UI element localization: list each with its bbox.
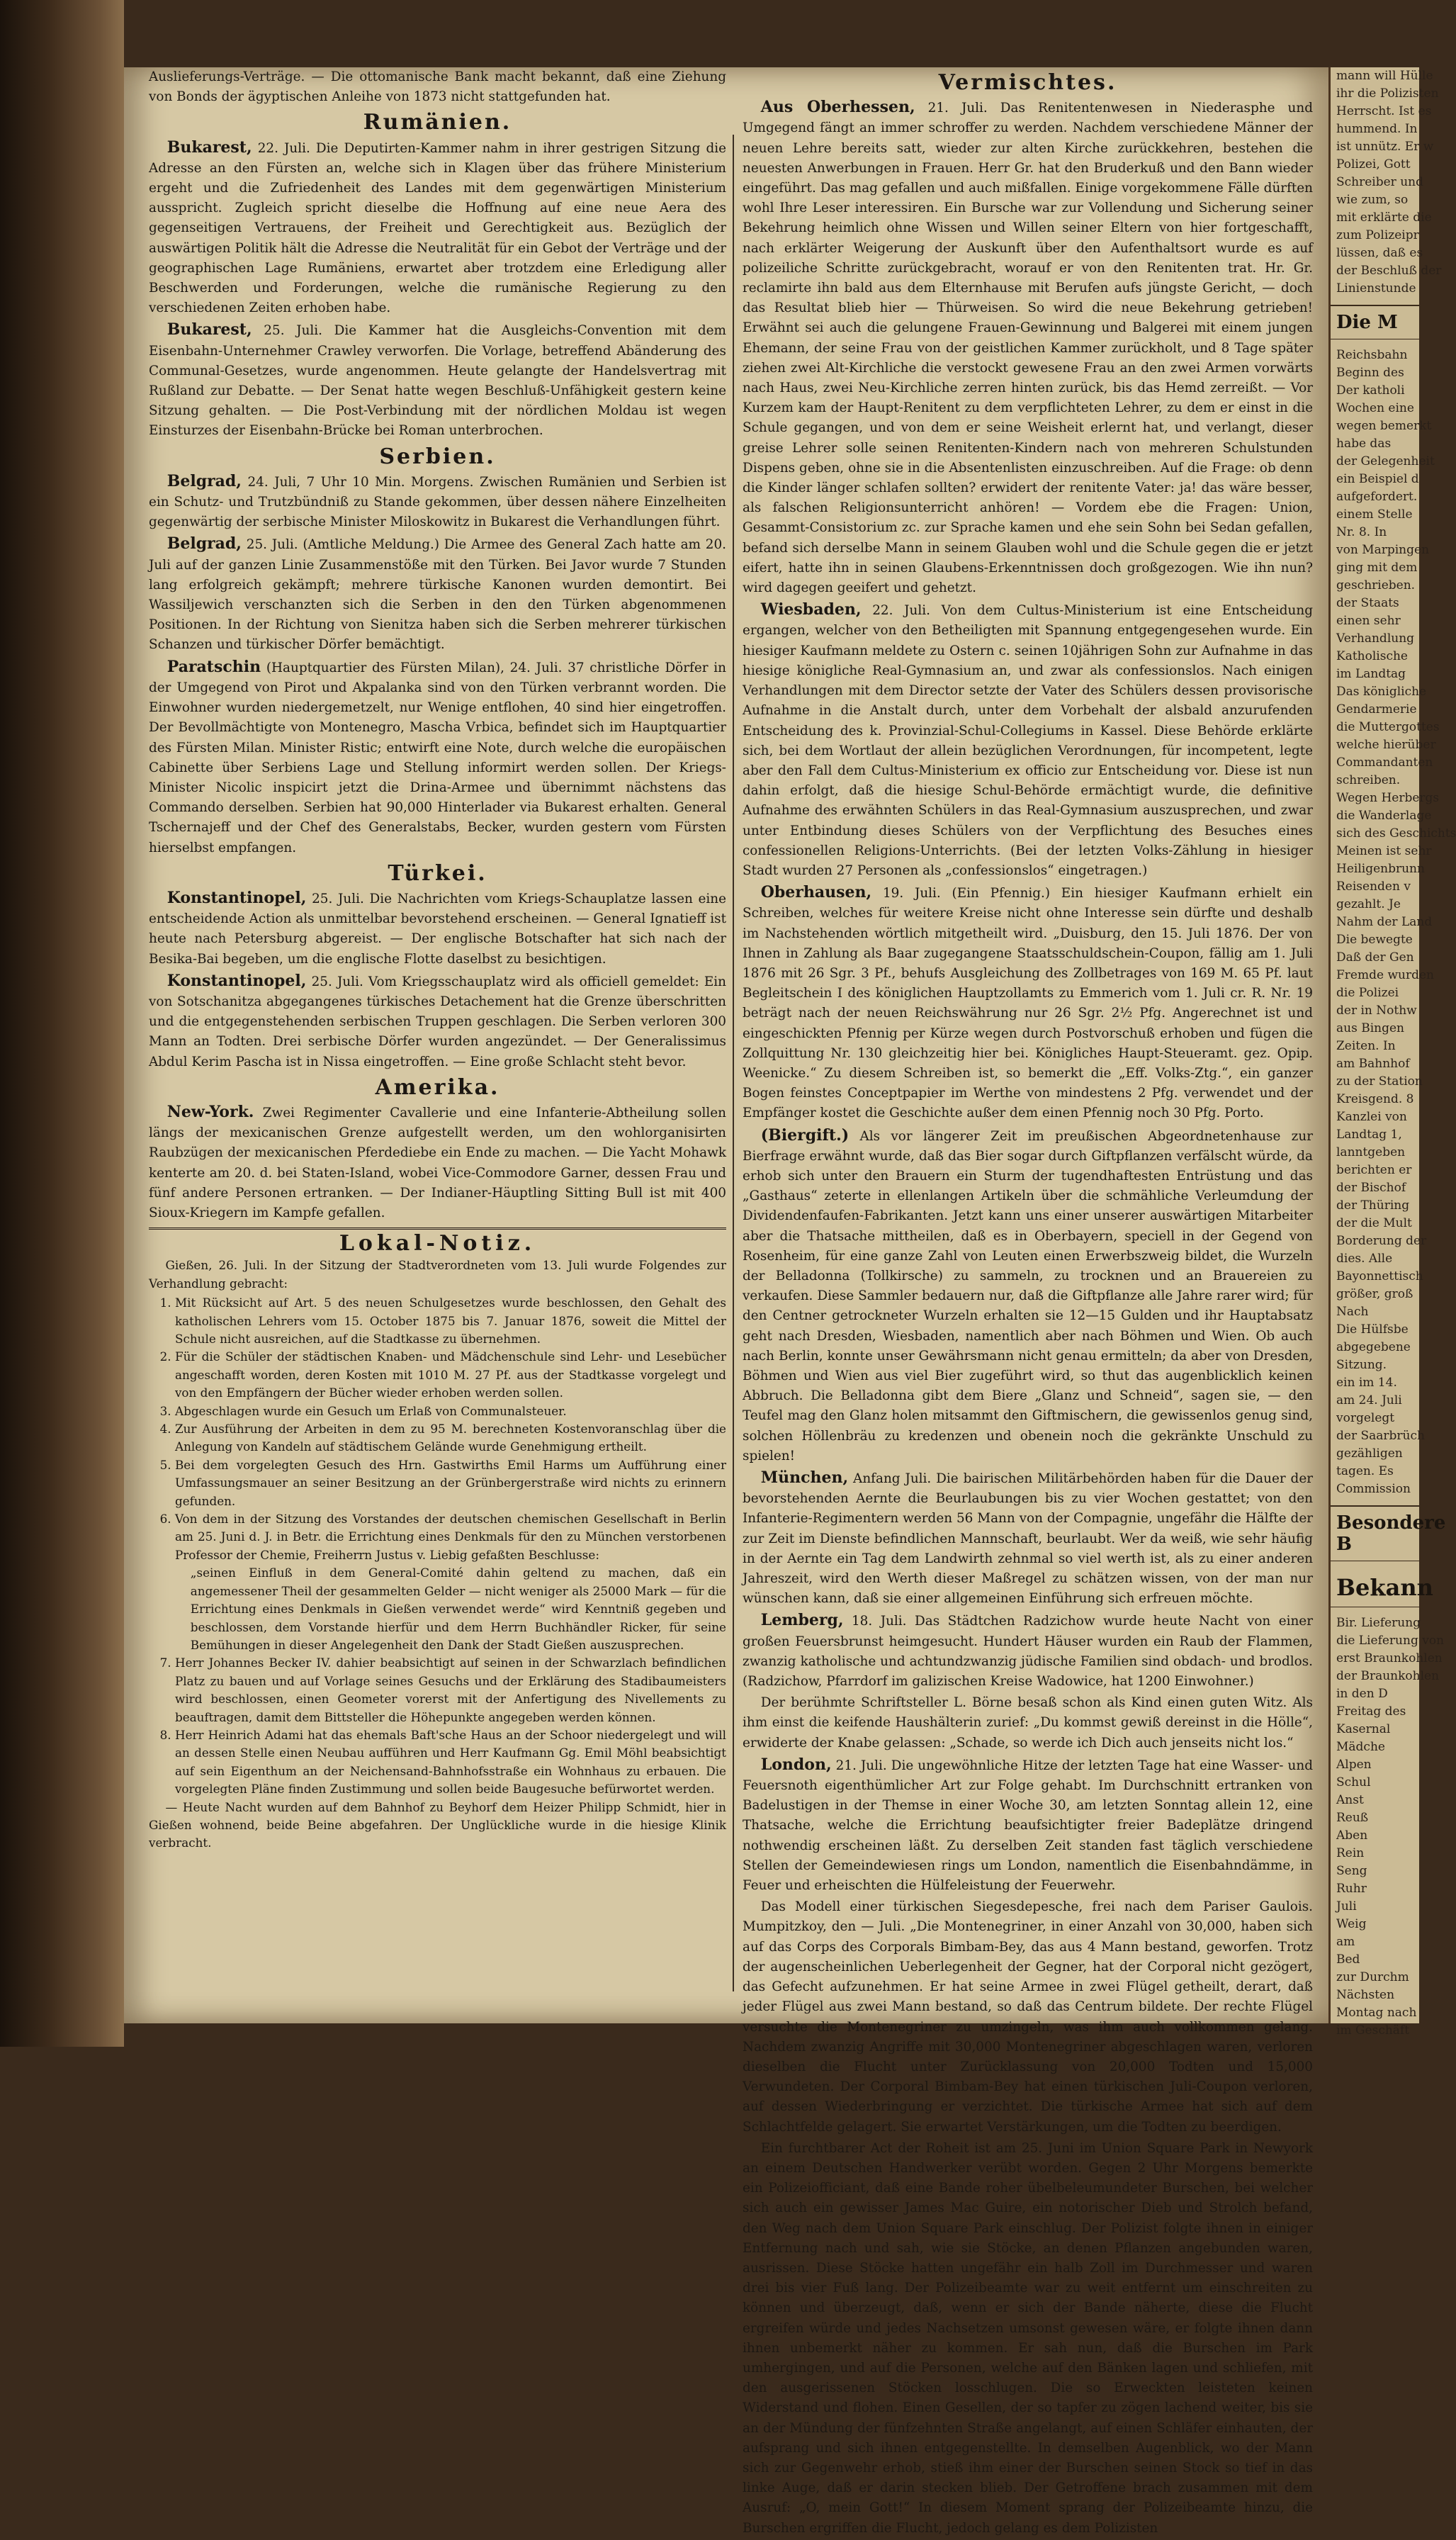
list-item: 3. Abgeschlagen wurde ein Gesuch um Erlaß von Communalsteuer. (175, 1403, 726, 1420)
dateline: Bukarest, (167, 137, 252, 157)
facing-page-line: der Staats (1336, 596, 1399, 610)
news-item (743, 1610, 1313, 1692)
section-title-amerika: Amerika. (375, 1074, 500, 1100)
facing-page-line: Herrscht. Ist es (1336, 104, 1432, 118)
facing-page-line: Seng (1336, 1864, 1367, 1878)
facing-page-line: Die Hülfsbe (1336, 1322, 1409, 1337)
facing-page-line: Heiligenbrunn (1336, 862, 1425, 876)
facing-page-heading: Besondere B (1331, 1505, 1419, 1561)
list-item: 6. Von dem in der Sitzung des Vorstandes der deutschen chemischen Gesellschaft in Berlin am 25. Juni d. J. in Betr. die Errichtung eines Denkmals für den zu München verstorbenen Professor der Chemie, Freiherrn Justus v. Liebig gefaßten Beschlusse: (175, 1510, 726, 1564)
facing-page-line: Zeiten. In (1336, 1039, 1396, 1053)
vermischtes-items (743, 97, 1313, 2539)
facing-page-line: Alpen (1336, 1758, 1372, 1772)
news-text: Ein furchtbarer Act der Roheit ist am 25. Juni im Union Square Park in Newyork an einem Deutschen Handwerker verübt worden. Gegen 2 Uhr Morgens bemerkte ein Polizeiofficiant, daß eine Bande roher übelbeleumundeter Burschen, bei welcher sich auch ein gewisser James Mac Guire, ein notorischer Dieb und Strolch befand, den Weg nach dem Union Square Park einschlug. Der Polizist folgte ihnen in einiger Entfernung nach und sah, wie sie Stöcke, an denen Pflanzen angebunden waren, ausrissen. Diese Stöcke hatten ungefähr ein halb Zoll im Durchmesser und waren drei bis vier Fuß lang. Der Polizeibeamte war zu weit entfernt um einschreiten zu können und überzeugt, daß, wenn er sich der Bande näherte, diese die Flucht ergreifen würde und jedes Nachsetzen umsonst gewesen wäre, er folgte ihnen dann ihnen unbemerkt näher zu kommen. Er sah nun, daß die Burschen im Park umhergingen, und auf die Personen, welche auf den Bänken lagen und schliefen, mit den ausgerissenen Stöcken losschlugen. Die so Erweckten leisteten keinen Widerstand und flohen. Einen Gesellen, der so tapfer zu zögen lachend weiter, bis sie an der Mündung der fünfzehnten Straße angelangt, auf einen Schläfer einhauten, der aufsprang und sich ihnen entgegenstellte. In demselben Augenblick, wo der Mann sich zur Gegenwehr erhob, stieß ihm einer der Burschen seinen Stock so tief in das linke Auge, daß er darin stecken blieb. Der Getroffene brach zusammen mit dem Ausruf: „O, mein Gott!“ In diesem Moment sprang der Polizeibeamte hinzu, die Burschen ergriffen die Flucht, jedoch gelang es dem Polizisten (743, 2140, 1313, 2536)
book-spine (0, 0, 124, 2047)
facing-page-line: Commission (1336, 1482, 1411, 1496)
facing-page-line: im Landtag (1336, 667, 1406, 681)
facing-page-line: der Bischof (1336, 1181, 1406, 1195)
facing-page-line: abgegebene (1336, 1340, 1411, 1354)
news-text: 22. Juli. Von dem Cultus-Ministerium ist eine Entscheidung ergangen, welcher von den Betheiligten mit Spannung entgegengesehen wurde. Ein hiesiger Kaufmann meldete zu Ostern c. seinen 10jährigen Sohn zur Aufnahme in das hiesige königliche Real-Gymnasium an, und zwar als confessionslos. Nach einigen Verhandlungen mit dem Director setzte der Vater des Schülers dessen provisorische Aufnahme in die Anstalt durch, unter dem Vorbehalt der alsbald anzurufenden Entscheidung des k. Provinzial-Schul-Collegiums in Kassel. Diese Behörde erklärte sich, bei dem Wortlaut der allein bezüglichen Verordnungen, für incompetent, legte aber den Fall dem Cultus-Ministerium ex officio zur Entscheidung vor. Diese ist nun dahin erfolgt, daß die hiesige Schul-Behörde ermächtigt wurde, die definitive Aufnahme des erwähnten Schülers in das Real-Gymnasium auszusprechen, und zwar unter Entbindung dieses Schülers von der Verpflichtung des Besuches eines confessionellen Religions-Unterrichts. (Bei der letzten Volks-Zählung in hiesiger Stadt wurden 27 Personen als „confessionslos“ eingetragen.) (743, 603, 1313, 878)
facing-page-line: Katholische (1336, 649, 1408, 663)
news-item (743, 600, 1313, 881)
facing-page-line: berichten er (1336, 1163, 1412, 1177)
lokal-intro: Gießen, 26. Juli. In der Sitzung der Stadtverordneten vom 13. Juli wurde Folgendes zur Verhandlung gebracht: (149, 1258, 726, 1291)
facing-page-line: am Bahnhof (1336, 1057, 1410, 1071)
facing-page-line: Nahm der Land (1336, 915, 1433, 929)
list-item: 2. Für die Schüler der städtischen Knaben- und Mädchenschule sind Lehr- und Lesebücher angeschafft worden, deren Kosten mit 1010 M. 27 Pf. aus der Stadtkasse vorgelegt und von den Empfängern der Bücher wieder erhoben werden sollen. (175, 1348, 726, 1402)
news-item (743, 1693, 1313, 1753)
dateline: Aus Oberhessen, (760, 98, 915, 117)
news-text: Das Modell einer türkischen Siegesdepesche, frei nach dem Pariser Gaulois. Mumpitzkoy, den — Juli. „Die Montenegriner, in einer Anzahl von 30,000, haben sich auf das Corps des Corporals Bimbam-Bey, das aus 4 Mann bestand, geworfen. Trotz der augenscheinlichen Ueberlegenheit der Gegner, hat der Corporal nicht gezögert, das Gefecht aufzunehmen. Er hat seine Armee in zwei Flügel getheilt, derart, daß jeder Flügel aus zwei Mann bestand, so daß das Centrum bildete. Der rechte Flügel versuchte die Montenegriner zu umzingeln, was ihm auch vollkommen gelang. Nachdem zwanzig Angriffe mit 30,000 Montenegriner abgeschlagen waren, verloren dieselben die Flucht unter Zurücklassung von 20,000 Todten und 15,000 Verwundeten. Der Corporal Bimbam-Bey hat einen türkischen Juli-Coupon verloren, auf dessen Wiederbringung er verzichtet. Die türkische Armee hat sich auf dem Schlachtfelde gelagert. Sie erwartet Verstärkungen, um die Todten zu beerdigen. (743, 1899, 1313, 2135)
facing-page-line: einem Stelle (1336, 507, 1413, 522)
facing-page-line: der Saarbrüch (1336, 1429, 1425, 1443)
dateline: (Biergift.) (760, 1125, 850, 1145)
facing-page-line: der Thüring (1336, 1198, 1410, 1213)
facing-page-line: der Beschluß der (1336, 264, 1442, 278)
news-item (149, 888, 726, 970)
facing-page-line: hummend. In (1336, 122, 1418, 136)
news-text: (Hauptquartier des Fürsten Milan), 24. Juli. 37 christliche Dörfer in der Umgegend von Pirot und Akpalanka sind von den Türken verbrannt worden. Die Einwohner wurden niedergemetzelt, nur Wenige entflohen, 40 sind hier eingetroffen. Der Bevollmächtigte von Montenegro, Mascha Vrbica, befindet sich im Hauptquartier des Fürsten Milan. Minister Ristic; entwirft eine Note, durch welche die europäischen Cabinette über Serbiens Lage und Stellung informirt werden sollen. Der Kriegs-Minister Nicolic inspicirt jetzt die Drina-Armee und übernimmt nächstens das Commando derselben. Serbien hat 90,000 Hinterlader via Bukarest erhalten. General Tschernajeff und der Chef des Generalstabs, Becker, wurden gestern vom Fürsten hierselbst empfangen. (149, 660, 726, 855)
facing-page-line: Daß der Gen (1336, 950, 1414, 965)
list-item: 8. Herr Heinrich Adami hat das ehemals Baft'sche Haus an der Schoor niedergelegt und will an dessen Stelle einen Neubau aufführen und Herr Kaufmann Gg. Emil Möhl beabsichtigt auf sein Eigenthum an der Neichensand-Bahnhofsstraße ein Wohnhaus zu erbauen. Die vorgelegten Pläne finden Zustimmung und sollen beide Baugesuche befürwortet werden. (175, 1726, 726, 1799)
facing-page-line: wie zum, so (1336, 193, 1409, 207)
news-text: 25. Juli. Die Kammer hat die Ausgleichs-Convention mit dem Eisenbahn-Unternehmer Crawley verworfen. Die Vorlage, betreffend Abänderung des Communal-Gesetzes, wurde angenommen. Heute gelangte der Handelsvertrag mit Rußland zur Debatte. — Der Senat hatte wegen Beschluß-Unfähigkeit gestern keine Sitzung gehalten. — Die Post-Verbindung mit der nördlichen Moldau ist wegen Einsturzes der Eisenbahn-Brücke bei Roman unterbrochen. (149, 323, 726, 439)
dateline: Wiesbaden, (760, 600, 862, 619)
facing-page-line: gezahlt. Je (1336, 897, 1401, 911)
facing-page-line: am 24. Juli (1336, 1393, 1402, 1407)
news-text: 24. Juli, 7 Uhr 10 Min. Morgens. Zwischen Rumänien und Serbien ist ein Schutz- und Trutzbündniß zu Stande gekommen, über dessen nähere Einzelheiten gegenwärtig der serbische Minister Miloskowitz in Bukarest die Verhandlungen führt. (149, 474, 726, 530)
list-item: 5. Bei dem vorgelegten Gesuch des Hrn. Gastwirths Emil Harms um Aufführung einer Umfassungsmauer an seiner Besitzung an der Grünbergerstraße wird nichts zu erinnern gefunden. (175, 1456, 726, 1510)
facing-page-line: Nr. 8. In (1336, 525, 1387, 539)
news-text: 18. Juli. Das Städtchen Radzichow wurde heute Nacht von einer großen Feuersbrunst heimgesucht. Hundert Häuser wurden ein Raub der Flammen, zwanzig katholische und achtundzwanzig jüdische Familien sind obdach- und brodlos. (Radzichow, Pfarrdorf im galizischen Kreise Wadowice, hat 1200 Einwohner.) (743, 1614, 1313, 1690)
facing-page-line: lüssen, daß es (1336, 246, 1423, 260)
facing-page-line: tagen. Es (1336, 1464, 1394, 1478)
facing-page-line: Rein (1336, 1846, 1365, 1860)
facing-page-line: Nach (1336, 1305, 1369, 1319)
dateline: Belgrad, (167, 471, 242, 490)
facing-page-line: der Braunkohlen (1336, 1669, 1440, 1683)
news-item (149, 534, 726, 655)
facing-page-line: Kanzlei von (1336, 1110, 1407, 1124)
facing-page-line: Weig (1336, 1917, 1367, 1931)
facing-page-line: zum Polizeipr (1336, 228, 1419, 242)
facing-page-line: Mädche (1336, 1740, 1385, 1754)
dateline: Paratschin (167, 657, 261, 676)
facing-page-line: Schreiber und (1336, 175, 1423, 189)
facing-page-line: Reichsbahn (1336, 348, 1408, 362)
facing-page-line: die Polizei (1336, 986, 1399, 1000)
dateline: Oberhausen, (760, 883, 872, 902)
facing-page-line: am (1336, 1935, 1355, 1949)
list-item: 7. Herr Johannes Becker IV. dahier beabsichtigt auf seinen in der Schwarzlach befindlichen Platz zu bauen und auf Vorlage seines Gesuchs und der Erklärung des Stadibaumeisters wird beschlossen, einen Geometer vorerst mit der Anfertigung des Nivellements zu beauftragen, damit dem Bittsteller die Höhepunkte angegeben werden können. (175, 1654, 726, 1726)
news-item (743, 1468, 1313, 1609)
facing-page (1328, 67, 1456, 2038)
dateline: Konstantinopel, (167, 888, 307, 907)
news-item (149, 657, 726, 858)
facing-page-line: wegen bemerkt (1336, 419, 1432, 433)
news-item (743, 1755, 1313, 1896)
facing-page-line: Freitag des (1336, 1704, 1406, 1719)
dateline: Bukarest, (167, 320, 252, 339)
section-title-rumaenien: Rumänien. (363, 110, 512, 135)
news-text: 19. Juli. (Ein Pfennig.) Ein hiesiger Kaufmann erhielt ein Schreiben, welches für weitere Kreise nicht ohne Interesse sein dürfte und deshalb im Nachstehenden wörtlich mitgetheilt wird. „Duisburg, den 15. Juli 1876. Der von Ihnen in Zahlung als Baar zugegangene Staatsschuldschein-Coupon, fällig am 1. Juli 1876 mit 26 Sgr. 3 Pf., behufs Ausgleichung des Zollbetrages von 169 M. 65 Pf. laut Begleitschein I des königlichen Hauptzollamts zu Emmerich vom 1. Juli cr. R. Nr. 19 beträgt nach der neuen Reichswährung nur 26 Sgr. 2½ Pfg. Angerechnet ist und eingeschickten Pfennig per Kürze wegen durch Postvorschuß erhoben und fügen die Zollquittung Nr. 130 gleichzeitig hier bei. Königliches Haupt-Steueramt. gez. Opip. Weenicke.“ Zu diesem Schreiben ist, so bemerkt die „Eff. Volks-Ztg.“, ein ganzer Bogen feinstes Conceptpapier im Werthe von mindestens 2 Pfg. verwendet und der Empfänger kostet die Geschichte außer dem einen Pfennig noch 30 Pfg. Porto. (743, 886, 1313, 1121)
facing-page-line: Reisenden v (1336, 880, 1411, 894)
lokal-list-continued (149, 1654, 726, 1798)
facing-page-line: Commandanten (1336, 755, 1433, 770)
news-item (743, 1125, 1313, 1466)
dateline: Konstantinopel, (167, 971, 307, 990)
lokal-quote: „seinen Einfluß in dem General-Comité dahin geltend zu machen, daß ein angemessener Theil der gesammelten Gelder — nicht weniger als 25000 Mark — für die Errichtung eines Denkmals in Gießen verwendet werde“ wird Kenntniß gegeben und beschlossen, dem Vorstande hierfür und dem Herrn Buchhändler Ricker, für seine Bemühungen in dieser Angelegenheit den Dank der Stadt Gießen auszusprechen. (190, 1566, 726, 1652)
facing-page-line: mann will Hülle (1336, 69, 1433, 83)
news-text: 25. Juli. (Amtliche Meldung.) Die Armee des General Zach hatte am 20. Juli auf der ganzen Linie Zusammenstöße mit den Türken. Bei Javor wurde 7 Stunden lang erfolgreich gekämpft; mehrere türkische Kanonen wurden demontirt. Bei Wassiljewich verschanzten sich die Serben in den den Türken abgenommenen Positionen. In der Richtung von Sienitza haben sich die Serben mehrerer türkischen Schanzen und türkischer Dörfer bemächtigt. (149, 537, 726, 653)
facing-page-line: Kasernal (1336, 1722, 1391, 1736)
facing-page-line: Polizei, Gott (1336, 157, 1411, 172)
facing-page-line: Die bewegte (1336, 933, 1413, 947)
facing-page-line: vorgelegt (1336, 1411, 1395, 1425)
section-title-tuerkei: Türkei. (388, 860, 487, 886)
news-item (743, 882, 1313, 1123)
facing-page-line: Kreisgend. 8 (1336, 1092, 1414, 1106)
news-item (743, 2139, 1313, 2539)
facing-page-line: Wochen eine (1336, 401, 1414, 415)
facing-page-line: Borderung der (1336, 1234, 1427, 1248)
facing-page-line: Fremde wurden (1336, 968, 1434, 982)
list-item: 1. Mit Rücksicht auf Art. 5 des neuen Schulgesetzes wurde beschlossen, den Gehalt des katholischen Lehrers vom 15. October 1875 bis 7. Januar 1876, soweit die Mittel der Schule nicht ausreichen, auf die Stadtkasse zu übernehmen. (175, 1294, 726, 1348)
facing-page-line: zur Durchm (1336, 1970, 1409, 1984)
dateline: München, (760, 1468, 849, 1488)
facing-page-line: Bayonnettisch (1336, 1269, 1423, 1283)
facing-page-line: Bir. Lieferung (1336, 1616, 1421, 1630)
facing-page-line: Reuß (1336, 1811, 1369, 1825)
facing-page-line: Montag nach (1336, 2006, 1417, 2020)
intro-paragraph: Auslieferungs-Verträge. — Die ottomanische Bank macht bekannt, daß eine Ziehung von Bonds der ägyptischen Anleihe von 1873 nicht stattgefunden hat. (149, 69, 726, 105)
facing-page-line: aus Bingen (1336, 1021, 1404, 1035)
section-title-serbien: Serbien. (379, 444, 496, 469)
facing-page-line: in den D (1336, 1687, 1388, 1701)
facing-page-line: Gendarmerie (1336, 702, 1417, 717)
dateline: New-York. (167, 1102, 254, 1121)
news-text: 21. Juli. Die ungewöhnliche Hitze der letzten Tage hat eine Wasser- und Feuersnoth eigenthümlicher Art zur Folge gehabt. Im Durchschnitt ertranken von Badelustigen in der Themse in einer Woche 30, am letzten Sonntag allein 12, eine Thatsache, welche die Errichtung beaufsichtigter freier Badeplätze dringend nothwendig erscheinen läßt. Zu derselben Zeit standen fast täglich verschiedene Stellen der Gemeindewiesen rings um London, namentlich die Eisenbahndämme, in Feuer und erheischten die Hülfeleistung der Feuerwehr. (743, 1758, 1313, 1894)
facing-page-line: sich des Geschichts (1336, 826, 1456, 841)
facing-page-line: Linienstunde (1336, 281, 1416, 296)
news-item (149, 471, 726, 533)
facing-page-line: Sitzung. (1336, 1358, 1387, 1372)
facing-page-line: Das königliche (1336, 685, 1427, 699)
list-item: 4. Zur Ausführung der Arbeiten in dem zu 95 M. berechneten Kostenvoranschlag über die Anlegung von Kandeln auf städtischem Gelände wurde Genehmigung ertheilt. (175, 1420, 726, 1456)
facing-page-line: habe das (1336, 437, 1392, 451)
facing-page-line: lanntgeben (1336, 1145, 1406, 1159)
facing-page-line: welche hierüber (1336, 738, 1436, 752)
facing-page-line: ihr die Polizisten (1336, 86, 1439, 101)
left-column (149, 67, 726, 1854)
facing-page-heading: Bekann (1331, 1568, 1419, 1607)
facing-page-line: gezähligen (1336, 1446, 1403, 1461)
facing-page-line: ist unnütz. Er w (1336, 140, 1434, 154)
facing-page-line: erst Braunkohlen (1336, 1651, 1443, 1665)
news-text: 22. Juli. Die Deputirten-Kammer nahm in ihrer gestrigen Sitzung die Adresse an den Fürsten an, welche sich in Klagen über das frühere Ministerium ergeht und die Zufriedenheit des Landes mit dem gegenwärtigen Ministerium ausspricht. Zugleich spricht dieselbe die Hoffnung auf eine neue Aera des gegenseitigen Vertrauens, der Freiheit und Gerechtigkeit aus. Bezüglich der auswärtigen Politik hält die Adresse die Neutralität für ein Gebot der Verträge und der geographischen Lage Rumäniens, erwartet aber trotzdem eine Erledigung aller Beschwerden und Forderungen, welche die rumänische Regierung zu den verschiedenen Zeiten erhoben habe. (149, 140, 726, 316)
facing-page-line: mit erklärte die (1336, 210, 1432, 225)
facing-page-line: Verhandlung (1336, 631, 1415, 646)
facing-page-line: der Gelegenheit (1336, 454, 1435, 468)
lokal-list (149, 1294, 726, 1564)
facing-page-line: Ruhr (1336, 1882, 1367, 1896)
facing-page-line: Schul (1336, 1775, 1371, 1789)
facing-page-line: Wegen Herbergs (1336, 791, 1440, 805)
facing-page-line: Aben (1336, 1828, 1368, 1843)
facing-page-line: einen sehr (1336, 614, 1401, 628)
facing-page-line: geschrieben. (1336, 578, 1416, 592)
facing-page-line: dies. Alle (1336, 1252, 1393, 1266)
column-separator (733, 135, 734, 1991)
news-item (743, 1897, 1313, 2137)
section-title-lokal: Lokal-Notiz. (149, 1227, 726, 1254)
facing-page-line: größer, groß (1336, 1287, 1413, 1301)
facing-page-middle-lines (1331, 347, 1456, 1498)
facing-page-line: der in Nothw (1336, 1004, 1417, 1018)
facing-page-line: ein Beispiel d (1336, 472, 1419, 486)
facing-page-line: im Geschäft (1336, 2023, 1410, 2038)
facing-page-line: Nächsten (1336, 1988, 1395, 2002)
facing-page-line: Beginn des (1336, 366, 1404, 380)
dateline: Lemberg, (760, 1611, 844, 1630)
news-text: Als vor längerer Zeit im preußischen Abgeordnetenhause zur Bierfrage erwähnt wurde, daß das Bier sogar durch Giftpflanzen verfälscht würde, da erhob sich unter den Brauern ein Sturm der tugendhaftesten Entrüstung und das „Gasthaus“ zeterte in ellenlangen Artikeln über die schmähliche Verleumdung der Dividendenfaufen-Fabrikanten. Jetzt kann uns einer unserer auswärtigen Mitarbeiter aber die Thatsache mittheilen, daß es in Oberbayern, speciell in der Gegend von Rosenheim, für eine ganze Zahl von Leuten einen Erwerbszweig bildet, die Wurzeln der Belladonna (Tollkirsche) zu sammeln, zu trocknen und an Brauereien zu verkaufen. Diese Sammler bedauern nur, daß die Giftpflanze alle Jahre rarer wird; für den Centner getrockneter Wurzeln erhalten sie 12—15 Gulden und ihr Hauptabsatz geht nach Dresden, Wiesbaden, namentlich aber nach Böhmen und Wien. Ob auch nach Berlin, konnte unser Gewährsmann nicht genau ermitteln; da aber von Dresden, Böhmen und Wien aus viel Bier zugeführt wird, so thut das augenblicklich keinen Abbruch. Die Belladonna gibt dem Biere „Glanz und Schneid“, sagen sie, — den Teufel mag den Glanz holen mitsammt den Giftmischern, die gewissenlos genug sind, solchen Höllenbräu zu kredenzen und obenein noch die gekränkte Unschuld zu spielen! (743, 1128, 1313, 1463)
facing-page-top-lines (1331, 67, 1442, 298)
facing-page-line: Meinen ist sehr (1336, 844, 1432, 858)
news-text: 25. Juli. Vom Kriegsschauplatz wird als officiell gemeldet: Ein von Sotschanitza abgegangenes türkisches Detachement hat die Grenze überschritten und die entgegenstehenden serbischen Truppen geschlagen. Die Serben verloren 300 Mann an Todten. Drei serbische Dörfer wurden angezündet. — Der Generalissimus Abdul Kerim Pascha ist in Nissa eingetroffen. — Eine große Schlacht steht bevor. (149, 974, 726, 1069)
news-item (149, 320, 726, 441)
facing-page-line: ein im 14. (1336, 1376, 1397, 1390)
facing-page-line: die Muttergottes (1336, 720, 1440, 734)
facing-page-line: Der katholi (1336, 383, 1405, 398)
news-text: 25. Juli. Die Nachrichten vom Kriegs-Schauplatze lassen eine entscheidende Action als unmittelbar bevorstehend erscheinen. — General Ignatieff ist heute nach Petersburg abgereist. — Der englische Botschafter hat sich nach der Besika-Bai begeben, um die englische Flotte daselbst zu besichtigen. (149, 891, 726, 967)
facing-page-line: von Marpingen (1336, 543, 1430, 557)
lokal-closing: — Heute Nacht wurden auf dem Bahnhof zu Beyhorf dem Heizer Philipp Schmidt, hier in Gießen wohnend, beide Beine abgefahren. Der Unglückliche wurde in die hiesige Klinik verbracht. (149, 1799, 726, 1850)
news-text: Der berühmte Schriftsteller L. Börne besaß schon als Kind einen guten Witz. Als ihm einst die keifende Haushälterin zurief: „Du kommst gewiß dereinst in die Hölle“, erwiderte der Knabe gelassen: „Schade, so werde ich Dich auch jenseits nicht los.“ (743, 1695, 1313, 1751)
facing-page-line: schreiben. (1336, 773, 1401, 787)
facing-page-line: der die Mult (1336, 1216, 1412, 1230)
news-item (149, 137, 726, 319)
facing-page-line: aufgefordert. (1336, 490, 1418, 504)
news-item (149, 1102, 726, 1223)
news-text: Anfang Juli. Die bairischen Militärbehörden haben für die Dauer der bevorstehenden Aernte die Beurlaubungen bis zu vier Wochen gestattet; von den Infanterie-Regimentern werden 56 Mann von der Compagnie, ungefähr die Hälfte der zur Zeit im Dienste befindlichen Mannschaft, beurlaubt. Wer da weiß, wie sehr häufig in der Aernte ein Tag dem Landwirth zehnmal so viel werth ist, als zu einer anderen Jahreszeit, wird den Werth dieser Maßregel zu schätzen wissen, von der man nur wünschen kann, daß sie einer allgemeinen Einführung sich erfreuen möchte. (743, 1471, 1313, 1607)
news-item (149, 971, 726, 1072)
dateline: London, (760, 1755, 832, 1774)
right-column (743, 67, 1313, 2540)
facing-page-line: Bed (1336, 1952, 1360, 1967)
news-text: 21. Juli. Das Renitentenwesen in Niederasphe und Umgegend fängt an immer schroffer zu werden. Nachdem verschiedene Männer der neuen Lehre bereits satt, wieder zur alten Kirche zurückkehren, bestehen die neuesten Anwerbungen in Frauen. Herr Gr. hat den Bruderkuß und den Bann wieder eingeführt. Das mag gefallen und auch mißfallen. Einige vorgekommene Fälle dürften wohl Ihre Leser interessiren. Ein Bursche war zur Vollendung und Sicherung seiner Bekehrung heimlich ohne Wissen und Willen seiner Eltern von hier fortgeschafft, nach erklärter Weigerung der Auskunft über den Aufenthaltsort wurde es auf polizeiliche Schritte zurückgebracht, worauf er von den Renitenten trat. Hr. Gr. reclamirte ihn bald aus dem Elternhause mit Berufen aufs jüngste Gericht, — doch das Resultat blieb hier — Thürweisen. So wird die neue Bekehrung getrieben! Erwähnt sei auch die gelungene Frauen-Gewinnung und Balgerei mit einem jungen Ehemann, der seine Frau von der geistlichen Kammer zurückholt, und 8 Tage später ziehen zwei Alt-Kirchliche die verstockt gewesene Frau an den zwei Armen vorwärts nach Haus, zwei Neu-Kirchliche zerren hinten zurück, bis das Hemd zerreißt. — Vor Kurzem kam der Haupt-Renitent zu dem verpflichteten Lehrer, zu dem er einst in die Schule gegangen, und von dem er seine Weisheit erlernt hat, und verlangt, dieser greise Lehrer solle seinen Renitenten-Kindern nach von mehreren Schulstunden Dispens geben, ohne sie in die Absentenlisten einzuschreiben. Auf die Frage: ob denn die Kinder länger schlafen sollten? erwidert der renitente Vater: ja! das wäre besser, als falschen Religionsunterricht anhören! — Vordem ebe die Fragen: Union, Gesammt-Consistorium zc. zur Sprache kamen und ehe sein Sohn bei Sedan gefallen, befand sich derselbe Mann in seinem Glauben wohl und die Schule gegen die er jetzt eifert, hatte ihn in seinen Glaubens-Erkenntnissen doch großgezogen. Wie ihn nun? wird dagegen geeifert und gehetzt. (743, 101, 1313, 596)
facing-page-line: die Lieferung von (1336, 1634, 1445, 1648)
facing-page-heading: Die M (1331, 305, 1419, 339)
dateline: Belgrad, (167, 534, 242, 553)
news-item (743, 97, 1313, 598)
facing-page-line: Landtag 1, (1336, 1128, 1402, 1142)
section-title-vermischtes: Vermischtes. (938, 70, 1117, 95)
news-text: Zwei Regimenter Cavallerie und eine Infanterie-Abtheilung sollen längs der mexicanischen Grenze aufgestellt werden, um den wohlorganisirten Raubzügen der mexicanischen Pferdediebe ein Ende zu machen. — Die Yacht Mohawk kenterte am 20. d. bei Staten-Island, wobei Vice-Commodore Garner, dessen Frau und fünf andere Personen ertranken. — Der Indianer-Häuptling Sitting Bull ist mit 400 Sioux-Kriegern im Kampfe gefallen. (149, 1105, 726, 1220)
facing-page-line: zu der Station (1336, 1074, 1423, 1089)
facing-page-line: die Wanderlage (1336, 809, 1432, 823)
facing-page-line: Juli (1336, 1899, 1357, 1914)
facing-page-bottom-lines (1331, 1614, 1445, 2040)
facing-page-line: ging mit dem (1336, 561, 1418, 575)
facing-page-line: Anst (1336, 1793, 1364, 1807)
